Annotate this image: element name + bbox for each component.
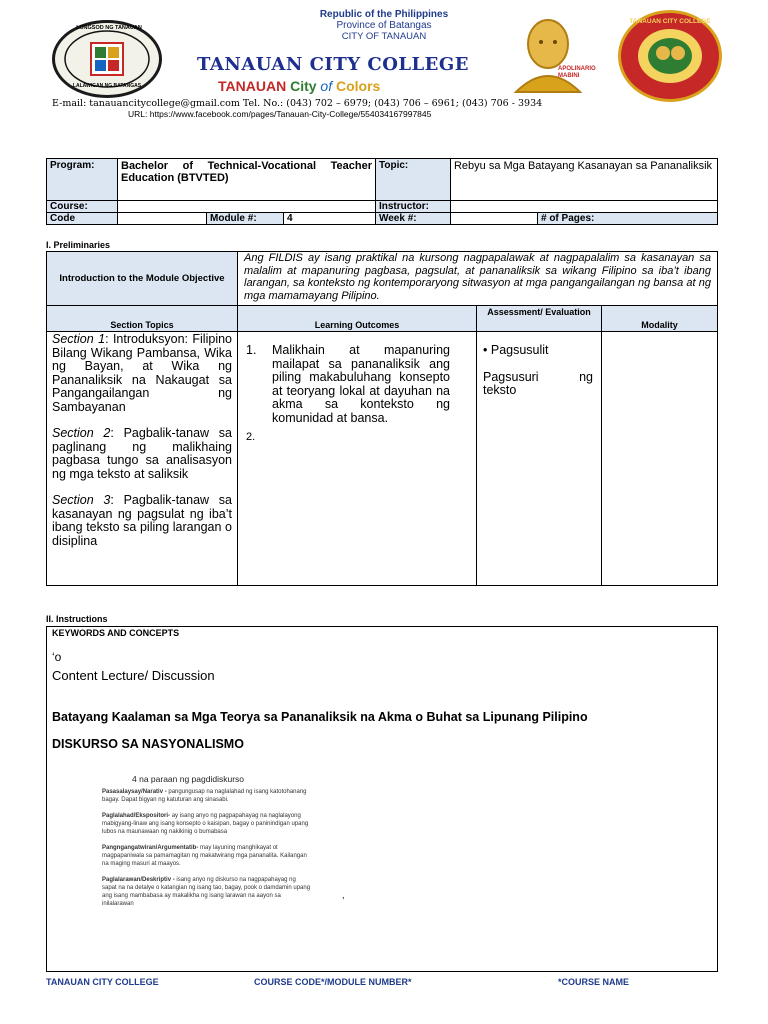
section-3-label: Section 3 [52,493,111,507]
paraan-3-desc: may layuning manghikayat ot magpapaniwala sa pamamagitan ng makatwirang mga pananalita. Kailangan na maging masuri at maayos. [102,845,307,867]
bullet-icon: • [483,343,491,357]
program-label: Program: [47,159,118,201]
paraan-1-term: Pasasalaysay/Narativ - [102,789,167,795]
province-line: Province of Batangas [336,20,432,31]
tagline-prefix: TANAUAN [218,78,291,94]
college-seal-icon [621,13,719,99]
left-seal-text-bottom: LALAWIGAN NG BATANGAS [72,83,142,89]
mabini-portrait [508,14,604,94]
tagline-city: City [290,78,317,94]
week-value [450,213,537,225]
paraan-item [102,788,312,804]
module-label: Module #: [207,213,284,225]
footer-right: *COURSE NAME [558,977,630,987]
city-line: CITY OF TANAUAN [341,31,427,42]
instructions-heading: II. Instructions [46,614,108,624]
col-section-topics: Section Topics [47,306,238,332]
section-3 [52,494,232,548]
week-label: Week #: [375,213,450,225]
topic-value: Rebyu sa Mga Batayang Kasanayan sa Pananaliksik [450,159,717,201]
assessment-text: Pagsusuri ng teksto [483,369,593,397]
program-value: Bachelor of Technical-Vocational Teacher Education (BTVTED) [118,159,376,201]
topic-label: Topic: [375,159,450,201]
assessment-cell [477,332,602,586]
tagline-colors: Colors [336,78,381,94]
paraan-1-desc: pangungusap na naglalahad ng isang katotohanang bagay. Dapat bigyan ng katuturan ang sinasabi. [102,789,307,803]
portrait-icon [508,14,604,94]
col-assessment: Assessment/ Evaluation [477,306,602,332]
assessment-bullet-item [483,344,593,358]
learning-outcomes-cell [238,332,477,586]
content-lecture: Content Lecture/ Discussion [52,668,215,683]
stray-mark: ‘o [52,650,62,664]
code-label: Code [47,213,118,225]
paraan-2-desc: ay isang anyo ng pagpapahayag na naglalayong mabigyang-linaw ang isang konsepto o kaisipan, bagay o paninindigan upang lubos na maunawaan ng nakikinig o bumabasa [102,813,309,835]
college-name: TANAUAN CITY COLLEGE [196,54,469,75]
right-seal [618,10,722,102]
lecture-subtitle: DISKURSO SA NASYONALISMO [52,737,244,751]
paraan-heading: 4 na paraan ng pagdidiskurso [132,774,244,784]
course-value [118,201,376,213]
keywords-heading: KEYWORDS AND CONCEPTS [52,628,180,638]
paraan-4-desc: isang anyo ng diskurso na nagpapahayag ng sapat na na detalye o katangian ng isang tao, bagay, pook o damdamin upang ang isang mambabasa ay makalikha ng isang larawan na aayon sa inilalarawan [102,877,311,907]
republic-line: Republic of the Philippines [319,9,449,20]
instructor-label: Instructor: [375,201,450,213]
section-3-text: : Pagbalik-tanaw sa kasanayan ng pagsulat ng iba’t ibang teksto sa piling larangan o disiplina [52,493,232,548]
program-info-table [46,158,718,225]
paraan-4-term: Paglalarawan/Deskriptiv - [102,877,175,883]
outcome-1-text: Malikhain at mapanuring mailapat sa pananaliksik ang piling makabuluhang konsepto at teoryang lokal at dayuhan na akma sa konteksto ng komunidad at bansa. [272,343,450,425]
section-1-label: Section 1 [52,332,106,346]
paraan-2-term: Paglalahad/Ekspositori- [102,813,171,819]
section-2-text: : Pagbalik-tanaw sa paglinang ng malikhaing pagbasa tungo sa analisasyon ng mga teksto at saliksik [52,426,232,481]
footer-left: TANAUAN CITY COLLEGE [46,977,159,987]
url-line: URL: https://www.facebook.com/pages/Tanauan-City-College/554034167997845 [128,109,432,119]
section-2 [52,427,232,481]
col-modality: Modality [602,306,718,332]
contact-line: E-mail: tanauancitycollege@gmail.com Tel. No.: (043) 702 – 6979; (043) 706 – 6961; (043) 706 - 3934 [52,98,543,109]
paraan-item [102,876,312,908]
mabini-label: APOLINARIO MABINI [558,66,596,79]
tagline [218,78,380,94]
left-seal-text-top: LUNGSOD NG TANAUAN [76,25,142,31]
paraan-item [102,844,312,868]
code-value [118,213,207,225]
section-topics-cell [47,332,238,586]
intro-text: Ang FILDIS ay isang praktikal na kursong nagpapalawak at nagpapalalim sa kasanayan sa malalim at mapanuring pagbasa, pagsulat, at pananaliksik sa wikang Filipino sa iba’t ibang larangan, sa konteksto ng kontemporaryong sitwasyon at mga pangangailangan ng bansa at ng mga mamamayang Pilipino. [238,252,718,306]
section-2-label: Section 2 [52,426,111,440]
modality-cell [602,332,718,586]
lecture-title: Batayang Kaalaman sa Mga Teorya sa Pananaliksik na Akma o Buhat sa Lipunang Pilipino [52,710,588,724]
assessment-bullet: Pagsusulit [490,343,549,357]
stray-comma: , [342,890,345,900]
outcome-1-num: 1. [246,343,257,357]
preliminaries-heading: I. Preliminaries [46,240,111,250]
outcome-item [246,431,468,445]
paraan-3-term: Pangngangatwiran/Argumentatib- [102,845,199,851]
col-learning-outcomes: Learning Outcomes [238,306,477,332]
preliminaries-table [46,251,718,586]
outcome-item [246,344,468,425]
paraan-item [102,812,312,836]
pages-label: # of Pages: [537,213,717,225]
paraan-figure [102,774,312,908]
section-1 [52,333,232,414]
footer-middle: COURSE CODE*/MODULE NUMBER* [254,977,412,987]
course-label: Course: [47,201,118,213]
section-1-text: : Introduksyon: Filipino Bilang Wikang Pambansa, Wika ng Bayan, at Wika ng Pananaliksik na Nakaugat sa Pangangailangan ng Sambayanan [52,332,232,414]
instructor-value [450,201,717,213]
outcome-2-num: 2. [246,431,256,443]
intro-label: Introduction to the Module Objective [47,252,238,306]
tagline-of: of [316,78,336,94]
module-value: 4 [284,213,376,225]
right-seal-text: TANAUAN CITY COLLEGE [629,18,711,25]
